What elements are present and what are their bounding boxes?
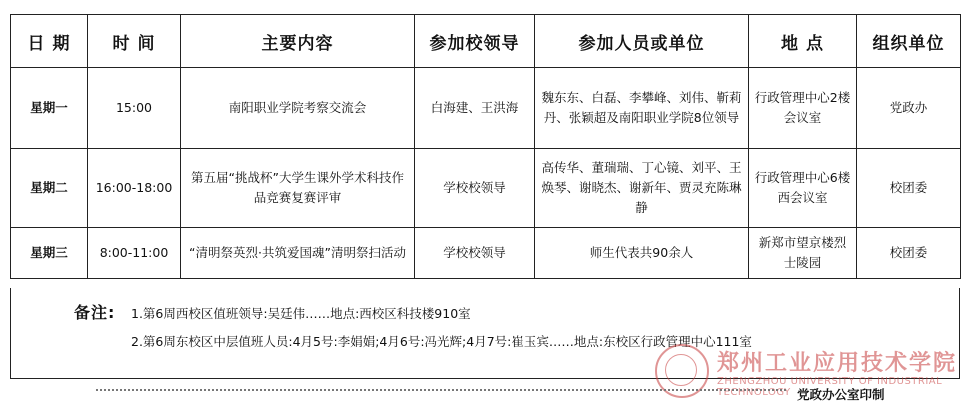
dotted-divider (96, 389, 786, 391)
row-participants: 高传华、董瑞瑞、丁心镜、刘平、王焕琴、谢晓杰、谢新年、贾灵充陈琳静 (535, 149, 749, 228)
row-participants: 师生代表共90余人 (535, 228, 749, 279)
header-row (11, 15, 961, 68)
row-leaders: 学校校领导 (415, 228, 535, 279)
row-date: 星期三 (11, 228, 88, 279)
row-date: 星期二 (11, 149, 88, 228)
row-time: 15:00 (88, 68, 181, 149)
footer-printed-by: 党政办公室印制 (797, 387, 885, 402)
note-line-2: 2.第6周东校区中层值班人员:4月5号:李娟娟;4月6号:冯光辉;4月7号:崔玉宾……地点:东校区行政管理中心111室 (131, 334, 752, 349)
notes-title: 备注: (74, 303, 116, 322)
row-participants: 魏东东、白磊、李攀峰、刘伟、靳莉丹、张颖超及南阳职业学院8位领导 (535, 68, 749, 149)
note-line-1: 1.第6周西校区值班领导:吴廷伟……地点:西校区科技楼910室 (131, 306, 471, 321)
row-leaders: 白海建、王洪海 (415, 68, 535, 149)
row-location: 新郑市望京楼烈士陵园 (749, 228, 857, 279)
row-location: 行政管理中心6楼西会议室 (749, 149, 857, 228)
schedule-table (10, 14, 961, 279)
header-location: 地 点 (749, 15, 857, 68)
table-row (11, 68, 961, 149)
row-time: 8:00-11:00 (88, 228, 181, 279)
row-date: 星期一 (11, 68, 88, 149)
row-content: “清明祭英烈·共筑爱国魂”清明祭扫活动 (181, 228, 415, 279)
header-content: 主要内容 (181, 15, 415, 68)
row-content: 南阳职业学院考察交流会 (181, 68, 415, 149)
table-row (11, 228, 961, 279)
row-leaders: 学校校领导 (415, 149, 535, 228)
watermark-en-text: ZHENGZHOU UNIVERSITY OF INDUSTRIAL TECHNOLOGY (717, 376, 943, 398)
row-organizer: 校团委 (857, 228, 961, 279)
row-content: 第五届“挑战杯”大学生课外学术科技作品竞赛复赛评审 (181, 149, 415, 228)
header-time: 时 间 (88, 15, 181, 68)
table-row (11, 149, 961, 228)
row-organizer: 党政办 (857, 68, 961, 149)
watermark-cn-text: 郑州工业应用技术学院 (717, 350, 958, 376)
schedule-sheet (10, 14, 960, 368)
header-date: 日 期 (11, 15, 88, 68)
header-organizer: 组织单位 (857, 15, 961, 68)
row-organizer: 校团委 (857, 149, 961, 228)
header-leaders: 参加校领导 (415, 15, 535, 68)
header-participants: 参加人员或单位 (535, 15, 749, 68)
row-location: 行政管理中心2楼会议室 (749, 68, 857, 149)
row-time: 16:00-18:00 (88, 149, 181, 228)
